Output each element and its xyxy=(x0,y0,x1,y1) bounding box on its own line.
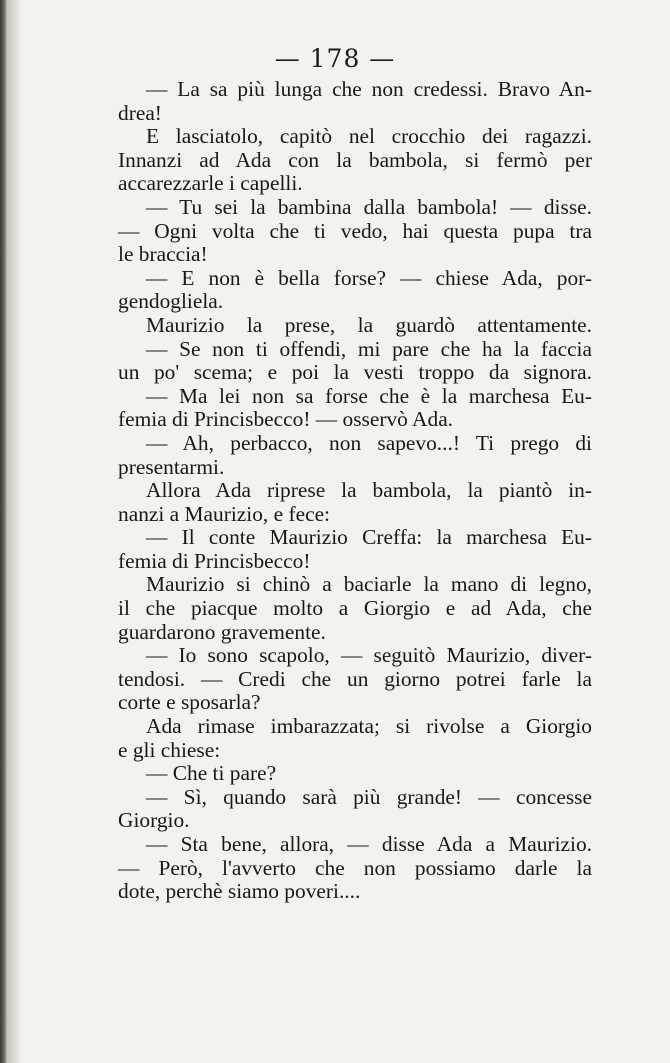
page-number: — 178 — xyxy=(274,44,396,73)
text-line: — Però, l'avverto che non possiamo darle la xyxy=(118,855,592,880)
body-text xyxy=(118,78,592,904)
text-line: il che piacque molto a Giorgio e ad Ada, che xyxy=(118,596,592,621)
text-line: Innanzi ad Ada con la bambola, si fermò per xyxy=(118,147,592,172)
text-line: — E non è bella forse? — chiese Ada, por- xyxy=(146,265,592,290)
text-line: drea! xyxy=(118,100,162,125)
text-line: — La sa più lunga che non credessi. Bravo An- xyxy=(146,77,592,101)
text-line: femia di Princisbecco! xyxy=(118,548,311,573)
text-line: guardarono gravemente. xyxy=(118,619,326,644)
text-line: presentarmi. xyxy=(118,454,225,479)
text-line: — Se non ti offendi, mi pare che ha la faccia xyxy=(146,336,592,361)
text-line: corte e sposarla? xyxy=(118,690,261,715)
text-line: — Sì, quando sarà più grande! — concesse xyxy=(146,784,592,809)
text-line: tendosi. — Credi che un giorno potrei farle la xyxy=(118,666,592,691)
text-line: Allora Ada riprese la bambola, la piantò in- xyxy=(146,478,592,503)
text-line: E lasciatolo, capitò nel crocchio dei ragazzi. xyxy=(146,124,592,149)
text-line: Ada rimase imbarazzata; si rivolse a Giorgio xyxy=(146,714,592,739)
text-line: e gli chiese: xyxy=(118,737,221,762)
text-line: — Io sono scapolo, — seguitò Maurizio, diver- xyxy=(146,643,592,668)
text-line: — Ogni volta che ti vedo, hai questa pupa tra xyxy=(118,218,592,243)
text-line: Giorgio. xyxy=(118,808,190,833)
text-line: — Che ti pare? xyxy=(146,761,277,786)
text-line: — Ma lei non sa forse che è la marchesa Eu- xyxy=(146,383,592,408)
page-binding-shadow xyxy=(8,0,22,1063)
text-line: dote, perchè siamo poveri.... xyxy=(118,879,361,904)
text-line: — Ah, perbacco, non sapevo...! Ti prego di xyxy=(146,430,592,455)
text-line: gendogliela. xyxy=(118,289,224,314)
text-line: nanzi a Maurizio, e fece: xyxy=(118,501,331,526)
page-binding-edge xyxy=(0,0,8,1063)
text-line: Maurizio si chinò a baciarle la mano di legno, xyxy=(146,572,592,597)
text-line: — Il conte Maurizio Creffa: la marchesa Eu- xyxy=(146,525,592,550)
text-line: — Tu sei la bambina dalla bambola! — disse. xyxy=(146,194,592,219)
text-line: accarezzarle i capelli. xyxy=(118,171,303,196)
text-line: — Sta bene, allora, — disse Ada a Maurizio. xyxy=(146,832,592,856)
text-line: le braccia! xyxy=(118,242,208,267)
text-line: Maurizio la prese, la guardò attentamente. xyxy=(146,312,592,337)
text-line: un po' scema; e poi la vesti troppo da signora. xyxy=(118,360,592,385)
text-line: femia di Princisbecco! — osservò Ada. xyxy=(118,407,454,432)
